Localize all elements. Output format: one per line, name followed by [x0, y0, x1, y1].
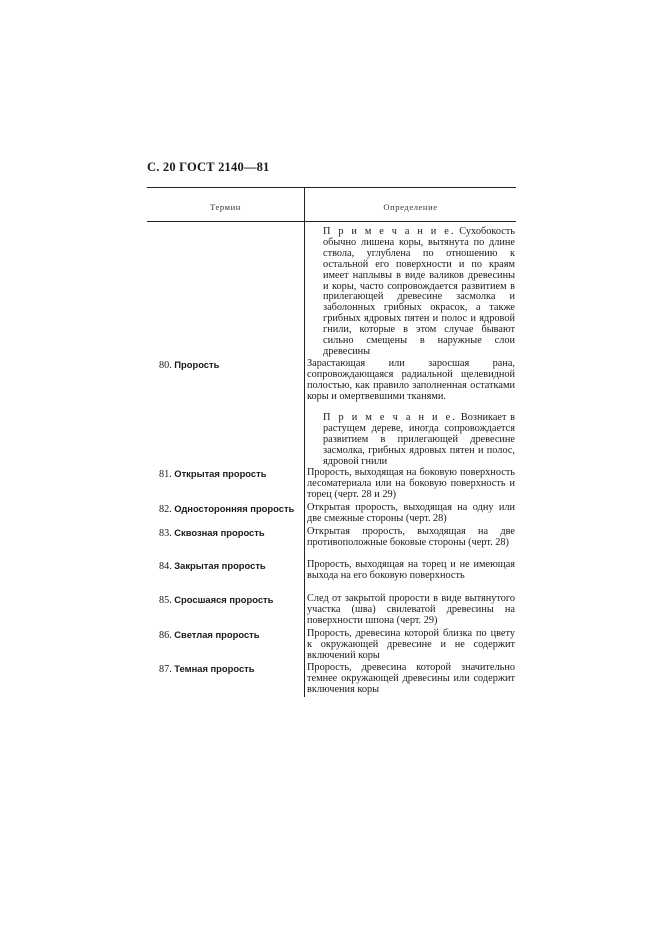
- term-name: Закрытая прорость: [174, 560, 266, 571]
- term-cell: [159, 359, 309, 371]
- definition-cell: Прорость, древесина которой значительно темнее окружающей древесины или содержит включения коры: [307, 662, 515, 695]
- term-number: 86.: [159, 630, 172, 641]
- definition-cell: Открытая прорость, выходящая на одну или две смежные стороны (черт. 28): [307, 502, 515, 524]
- definition-cell: След от закрытой прорости в виде вытянутого участка (шва) свилеватой древесины на поверхности шпона (черт. 29): [307, 593, 515, 626]
- term-name: Сросшаяся прорость: [174, 594, 274, 605]
- definition-cell: Зарастающая или заросшая рана, сопровождающаяся радиальной щелевидной полостью, как правило заполненная остатками коры и омертвевшими тканями.: [307, 358, 515, 402]
- note-lead: П р и м е ч а н и е.: [323, 412, 458, 423]
- term-cell: [159, 663, 309, 675]
- term-cell: [159, 560, 309, 572]
- continuation-note: [323, 227, 515, 358]
- terms-table: [147, 187, 516, 697]
- term-number: 80.: [159, 360, 172, 371]
- term-number: 81.: [159, 469, 172, 480]
- term-cell: [159, 527, 309, 539]
- term-cell: [159, 468, 309, 480]
- term-name: Односторонняя прорость: [174, 503, 295, 514]
- definition-cell: Прорость, древесина которой близка по цвету к окружающей древесине и не содержит включений коры: [307, 628, 515, 661]
- term-name: Открытая прорость: [174, 468, 267, 479]
- term-number: 85.: [159, 595, 172, 606]
- note-text: Возникает в растущем дереве, иногда сопровождается развитием в прилегающей древесине засмолка, грибных ядровых пятен и полос, ядровой гнили: [323, 412, 515, 467]
- term-number: 87.: [159, 664, 172, 675]
- term-number: 82.: [159, 504, 172, 515]
- definition-cell: Прорость, выходящая на боковую поверхность лесоматериала или на боковую поверхность и торец (черт. 28 и 29): [307, 467, 515, 500]
- term-name: Светлая прорость: [174, 629, 260, 640]
- term-cell: [159, 629, 309, 641]
- note-text: Сухобокость обычно лишена коры, вытянута по длине ствола, углублена по отношению к остальной его поверхности и по краям имеет наплывы в виде валиков древесины и коры, часто сопровождается развитием в прилегающей древесине засмолка и заболонных грибных окрасок, а также грибных ядровых пятен и полос и ядровой гнили, которые в этом случае бывают сильно смещены в наружные слои древесины: [323, 226, 516, 357]
- note-lead: П р и м е ч а н и е.: [323, 226, 456, 237]
- term-name: Прорость: [174, 359, 220, 370]
- column-header-term: Термин: [210, 202, 241, 212]
- term-name: Темная прорость: [174, 663, 255, 674]
- column-header-definition: Определение: [383, 202, 438, 212]
- definition-cell: Открытая прорость, выходящая на две противоположные боковые стороны (черт. 28): [307, 526, 515, 548]
- column-divider: [304, 187, 305, 697]
- table-header-rule: [147, 221, 516, 222]
- term-number: 83.: [159, 528, 172, 539]
- term-cell: [159, 594, 309, 606]
- row-note: [323, 413, 515, 468]
- page-header: С. 20 ГОСТ 2140—81: [147, 160, 270, 174]
- term-cell: [159, 503, 309, 515]
- term-name: Сквозная прорость: [174, 527, 265, 538]
- definition-cell: Прорость, выходящая на торец и не имеющая выхода на его боковую поверхность: [307, 559, 515, 581]
- table-top-rule: [147, 187, 516, 188]
- term-number: 84.: [159, 561, 172, 572]
